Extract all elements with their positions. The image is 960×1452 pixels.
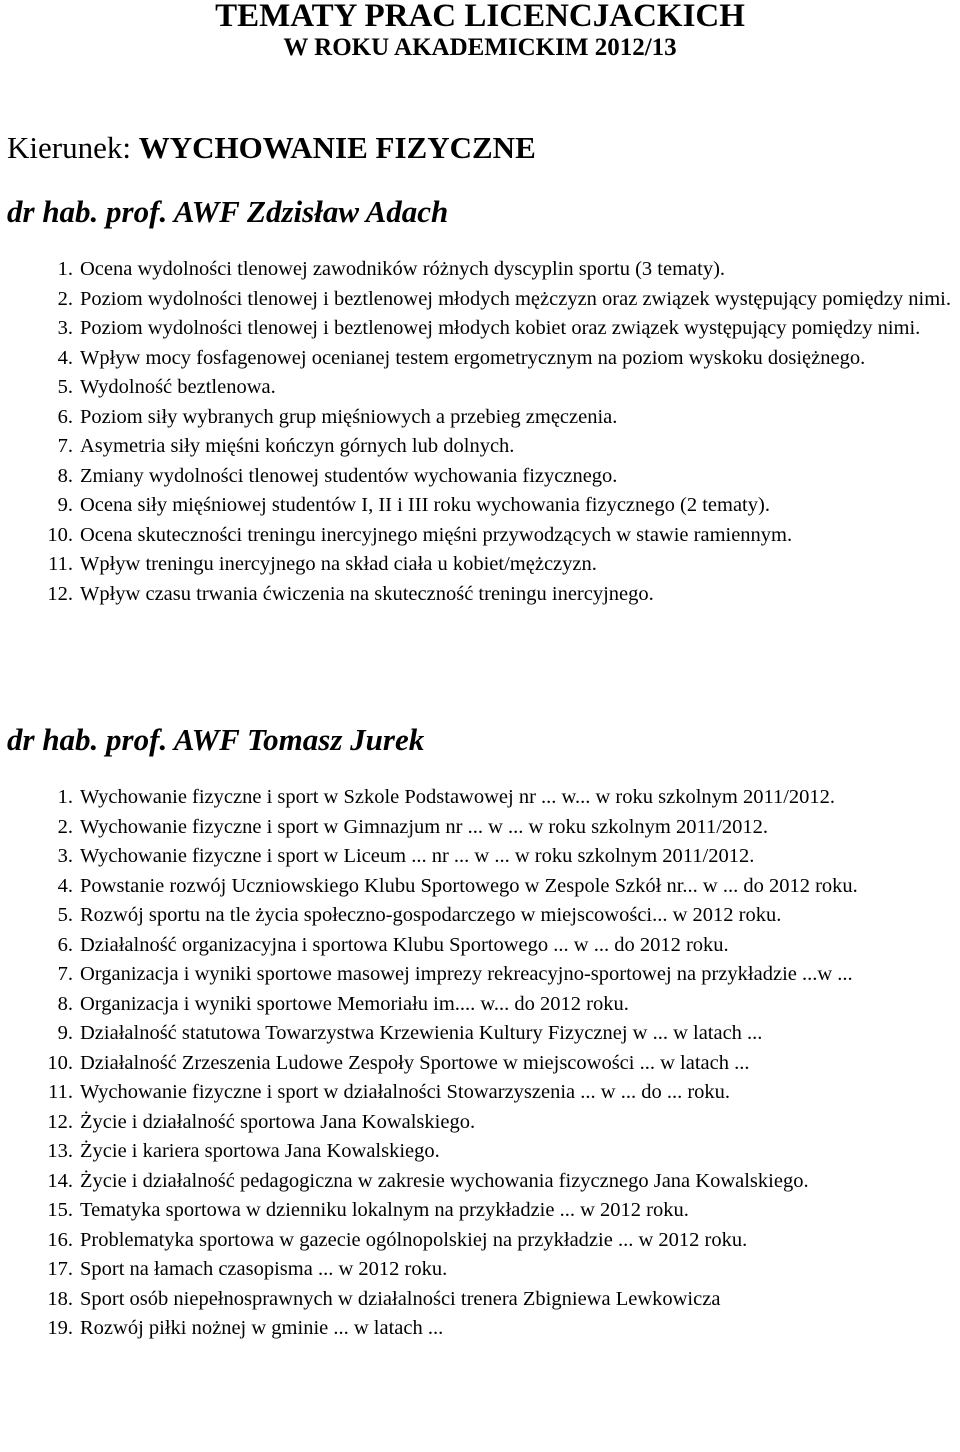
list-item — [0, 580, 956, 610]
topic-number: 4. — [57, 346, 73, 369]
topic-number: 9. — [57, 1022, 73, 1044]
topic-text: Wychowanie fizyczne i sport w Szkole Podstawowej nr ... w... w roku szkolnym 2011/2012. — [80, 786, 836, 808]
topic-text: Działalność organizacyjna i sportowa Klubu Sportowego ... w ... do 2012 roku. — [80, 933, 729, 956]
list-item — [0, 872, 956, 902]
topic-text: Powstanie rozwój Uczniowskiego Klubu Sportowego w Zespole Szkół nr... w ... do 2012 roku. — [80, 874, 858, 897]
list-item — [0, 255, 956, 285]
topic-number: 14. — [47, 1169, 73, 1192]
topic-list — [0, 783, 956, 1344]
topic-text: Sport osób niepełnosprawnych w działalności trenera Zbigniewa Lewkowicza — [80, 1287, 721, 1310]
topic-number: 9. — [57, 494, 73, 516]
topic-number: 8. — [57, 464, 73, 487]
list-item — [0, 491, 956, 521]
topic-text: Sport na łamach czasopisma ... w 2012 roku. — [80, 1258, 448, 1280]
topic-text: Organizacja i wyniki sportowe Memoriału im.... w... do 2012 roku. — [80, 992, 629, 1015]
list-item — [0, 1196, 956, 1226]
list-item — [0, 990, 956, 1020]
topic-text: Zmiany wydolności tlenowej studentów wychowania fizycznego. — [80, 464, 618, 487]
list-item — [0, 432, 956, 462]
list-item — [0, 1226, 956, 1256]
list-item — [0, 1108, 956, 1138]
topic-text: Poziom wydolności tlenowej i beztlenowej młodych kobiet oraz związek występujący pomiędzy nimi. — [80, 317, 921, 339]
topic-text: Rozwój piłki nożnej w gminie ... w latach ... — [80, 1317, 444, 1339]
list-item — [0, 931, 956, 961]
topic-text: Wpływ mocy fosfagenowej ocenianej testem ergometrycznym na poziom wyskoku dosiężnego. — [80, 346, 866, 369]
topic-number: 8. — [57, 992, 73, 1015]
topic-text: Problematyka sportowa w gazecie ogólnopolskiej na przykładzie ... w 2012 roku. — [80, 1228, 748, 1251]
topic-number: 12. — [47, 1110, 73, 1133]
field-of-study — [7, 130, 536, 166]
list-item — [0, 1137, 956, 1167]
topic-text: Tematyka sportowa w dzienniku lokalnym na przykładzie ... w 2012 roku. — [80, 1199, 689, 1221]
field-value: WYCHOWANIE FIZYCZNE — [138, 130, 536, 165]
list-item — [0, 842, 956, 872]
topic-text: Działalność Zrzeszenia Ludowe Zespoły Sportowe w miejscowości ... w latach ... — [80, 1051, 750, 1074]
topic-text: Organizacja i wyniki sportowe masowej imprezy rekreacyjno-sportowej na przykładzie ...w ... — [80, 963, 853, 985]
list-item — [0, 960, 956, 990]
topic-text: Poziom wydolności tlenowej i beztlenowej młodych mężczyzn oraz związek występujący pomiędzy nimi. — [80, 287, 951, 310]
topic-number: 4. — [57, 874, 73, 897]
list-item — [0, 285, 956, 315]
topic-number: 19. — [47, 1317, 73, 1339]
topic-text: Życie i kariera sportowa Jana Kowalskiego. — [80, 1140, 440, 1162]
topic-number: 6. — [57, 405, 73, 428]
topic-number: 7. — [57, 435, 73, 457]
topic-number: 13. — [47, 1140, 73, 1162]
supervisor-name: dr hab. prof. AWF Tomasz Jurek — [7, 722, 425, 757]
topic-number: 15. — [47, 1199, 73, 1221]
topic-text: Wpływ treningu inercyjnego na skład ciała u kobiet/mężczyzn. — [80, 553, 597, 575]
list-item — [0, 403, 956, 433]
topic-number: 18. — [47, 1287, 73, 1310]
list-item — [0, 373, 956, 403]
topic-text: Wpływ czasu trwania ćwiczenia na skuteczność treningu inercyjnego. — [80, 582, 654, 605]
topic-text: Wydolność beztlenowa. — [80, 376, 276, 398]
topic-text: Działalność statutowa Towarzystwa Krzewienia Kultury Fizycznej w ... w latach ... — [80, 1022, 763, 1044]
topic-text: Wychowanie fizyczne i sport w Liceum ... nr ... w ... w roku szkolnym 2011/2012. — [80, 845, 755, 867]
list-item — [0, 1019, 956, 1049]
topic-text: Ocena siły mięśniowej studentów I, II i III roku wychowania fizycznego (2 tematy). — [80, 494, 770, 516]
topic-text: Rozwój sportu na tle życia społeczno-gospodarczego w miejscowości... w 2012 roku. — [80, 904, 782, 926]
topic-number: 11. — [48, 553, 73, 575]
list-item — [0, 1285, 956, 1315]
document-subtitle: W ROKU AKADEMICKIM 2012/13 — [283, 34, 677, 61]
topic-text: Ocena wydolności tlenowej zawodników różnych dyscyplin sportu (3 tematy). — [80, 258, 726, 280]
topic-number: 1. — [57, 258, 73, 280]
topic-number: 3. — [57, 317, 73, 339]
topic-number: 6. — [57, 933, 73, 956]
field-label: Kierunek: — [7, 130, 131, 165]
topic-number: 17. — [47, 1258, 73, 1280]
topic-text: Poziom siły wybranych grup mięśniowych a przebieg zmęczenia. — [80, 405, 618, 428]
topic-text: Życie i działalność pedagogiczna w zakresie wychowania fizycznego Jana Kowalskiego. — [80, 1169, 809, 1192]
topic-number: 1. — [57, 786, 73, 808]
list-item — [0, 1049, 956, 1079]
list-item — [0, 1167, 956, 1197]
topic-text: Ocena skuteczności treningu inercyjnego mięśni przywodzących w stawie ramiennym. — [80, 523, 793, 546]
topic-text: Wychowanie fizyczne i sport w działalności Stowarzyszenia ... w ... do ... roku. — [80, 1081, 731, 1103]
topic-number: 10. — [47, 1051, 73, 1074]
topic-number: 7. — [57, 963, 73, 985]
topic-text: Wychowanie fizyczne i sport w Gimnazjum nr ... w ... w roku szkolnym 2011/2012. — [80, 815, 769, 838]
topic-number: 5. — [57, 376, 73, 398]
topic-text: Asymetria siły mięśni kończyn górnych lub dolnych. — [80, 435, 515, 457]
topic-text: Życie i działalność sportowa Jana Kowalskiego. — [80, 1110, 476, 1133]
list-item — [0, 813, 956, 843]
document-title: TEMATY PRAC LICENCJACKICH — [215, 0, 745, 34]
list-item — [0, 783, 956, 813]
topic-number: 2. — [57, 815, 73, 838]
list-item — [0, 462, 956, 492]
supervisor-name: dr hab. prof. AWF Zdzisław Adach — [7, 194, 449, 229]
topic-number: 16. — [47, 1228, 73, 1251]
list-item — [0, 550, 956, 580]
list-item — [0, 901, 956, 931]
list-item — [0, 344, 956, 374]
list-item — [0, 1078, 956, 1108]
list-item — [0, 521, 956, 551]
topic-number: 11. — [48, 1081, 73, 1103]
topic-number: 5. — [57, 904, 73, 926]
topic-list — [0, 255, 956, 609]
topic-number: 3. — [57, 845, 73, 867]
list-item — [0, 1314, 956, 1344]
topic-number: 12. — [47, 582, 73, 605]
topic-number: 10. — [47, 523, 73, 546]
list-item — [0, 1255, 956, 1285]
list-item — [0, 314, 956, 344]
topic-number: 2. — [57, 287, 73, 310]
